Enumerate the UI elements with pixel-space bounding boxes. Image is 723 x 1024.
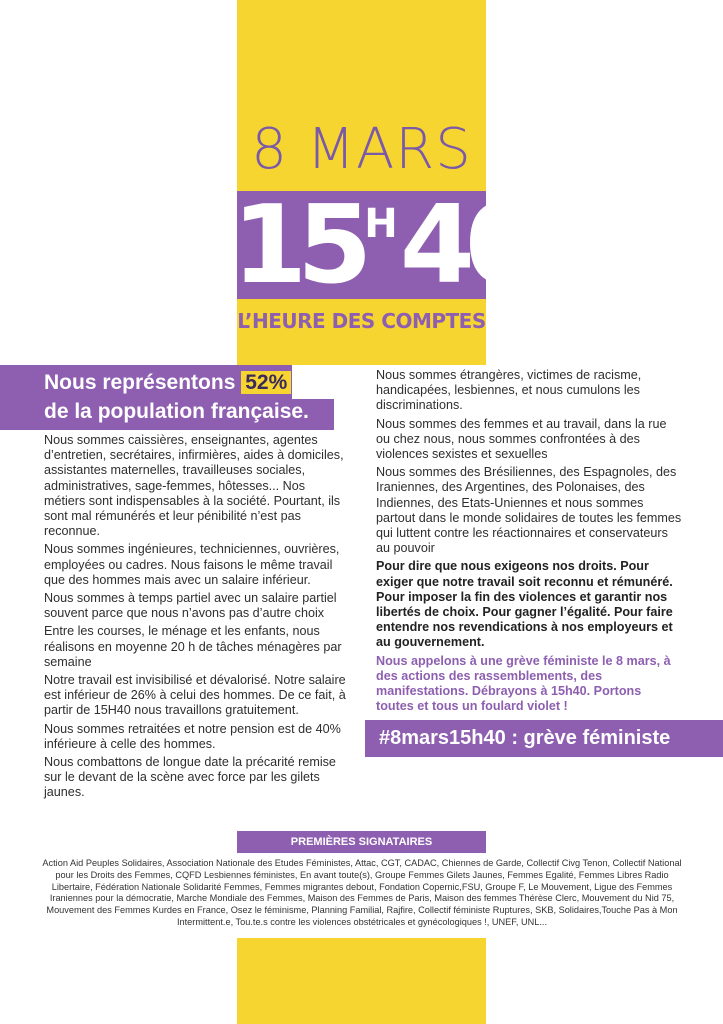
population-banner bbox=[44, 368, 309, 426]
hashtag-text: #8mars15h40 : grève féministe bbox=[379, 727, 671, 749]
signatories-title: PREMIÈRES SIGNATAIRES bbox=[290, 836, 433, 848]
demands-paragraph: Pour dire que nous exigeons nos droits. Pour exiger que notre travail soit reconnu et rémunéré. Pour imposer la fin des violences et garantir nos libertés de choix. Pour gagner l’égalité. Pour faire entendre nos revendications à nos employeurs et au gouvernement. bbox=[376, 559, 673, 650]
left-paragraph: Notre travail est invisibilisé et dévalorisé. Notre salaire est inférieur de 26% à celui des hommes. De ce fait, à partir de 15H40 nous travaillons gratuitement. bbox=[44, 673, 346, 718]
right-paragraph: Nous sommes des femmes et au travail, dans la rue ou chez nous, nous sommes confrontées à des violences sexistes et sexuelles bbox=[376, 416, 667, 462]
time-minutes: 40 bbox=[399, 183, 531, 308]
time-h: H bbox=[364, 201, 398, 247]
right-paragraph: Nous sommes étrangères, victimes de racisme, handicapées, lesbiennes, et nous cumulons les discriminations. bbox=[376, 368, 642, 413]
banner-line1: Nous représentons bbox=[44, 371, 242, 394]
left-column bbox=[44, 433, 346, 804]
left-paragraph: Nous sommes à temps partiel avec un salaire partiel souvent parce que nous n’avons pas d’autre choix bbox=[44, 591, 337, 621]
right-column bbox=[376, 368, 682, 717]
poster-subtitle: L’HEURE DES COMPTES bbox=[237, 309, 486, 333]
yellow-strip-bottom bbox=[237, 938, 486, 1024]
strike-call-paragraph: Nous appelons à une grève féministe le 8 mars, à des actions des rassemblements, des manifestations. Débrayons à 15h40. Portons toutes et tous un foulard violet ! bbox=[376, 653, 671, 714]
event-time bbox=[232, 183, 531, 308]
left-paragraph: Nous sommes retraitées et notre pension est de 40% inférieure à celle des hommes. bbox=[44, 721, 341, 751]
banner-line2: de la population française. bbox=[44, 400, 309, 423]
left-paragraph: Nous combattons de longue date la précarité remise sur le devant de la scène avec force par les gilets jaunes. bbox=[44, 755, 336, 800]
left-paragraph: Nous sommes caissières, enseignantes, agentes d’entretien, secrétaires, infirmières, aides à domiciles, assistantes maternelles, travailleuses sociales, administratives, sage-femmes, hôtesses... Nos métiers sont indispensables à la société. Pourtant, ils sont mal rémunérés et leur pénibilité n’est pas reconnue. bbox=[44, 433, 344, 539]
percent-badge: 52% bbox=[241, 371, 291, 394]
signatories-list: Action Aid Peuples Solidaires, Association Nationale des Etudes Féministes, Attac, CGT, CADAC, Chiennes de Garde, Collectif Civg Tenon, Collectif National pour les Droits des Femmes, CQFD Lesbiennes féministes, En avant toute(s), Groupe Femmes Gilets Jaunes, Femmes Egalité, Femmes Libres Radio Libertaire, Fédération Nationale Solidarité Femmes, Femmes migrantes debout, Fondation Copernic,FSU, Groupe F, Le Mouvement, Ligue des Femmes Iraniennes pour la démocratie, Marche Mondiale des Femmes, Maison des Femmes de Paris, Maison des femmes Thérèse Clerc, Mouvement du Nid 75, Mouvement des Femmes Kurdes en France, Osez le féminisme, Planning Familial, Rajfire, Collectif féministe Ruptures, SKB, Solidaires,Touche Pas à Mon Intermittent.e, Tou.te.s contre les violences obstétricales et gynécologiques !, UNEF, UNL... bbox=[42, 858, 682, 927]
right-paragraph: Nous sommes des Brésiliennes, des Espagnoles, des Iraniennes, des Argentines, des Polonaises, des Indiennes, des Etats-Uniennes et nous sommes partout dans le monde solidaires de toutes les femmes qui luttent contre les réactionnaires et conservateurs au pouvoir bbox=[376, 465, 682, 556]
left-paragraph: Nous sommes ingénieures, techniciennes, ouvrières, employées ou cadres. Nous faisons le même travail que des hommes mais avec un salaire inférieur. bbox=[44, 542, 340, 587]
left-paragraph: Entre les courses, le ménage et les enfants, nous réalisons en moyenne 20 h de tâches ménagères par semaine bbox=[44, 624, 342, 669]
event-date: 8 MARS bbox=[251, 117, 472, 182]
time-hours: 15 bbox=[232, 183, 363, 308]
